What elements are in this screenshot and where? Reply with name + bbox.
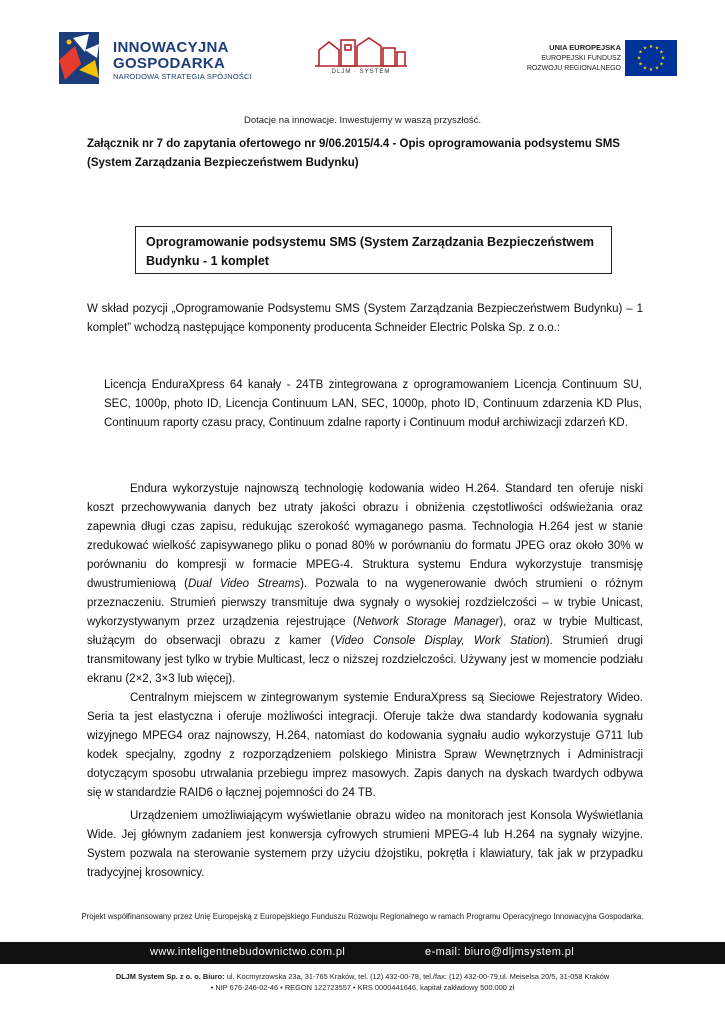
annex-title: Załącznik nr 7 do zapytania ofertowego nr 9/06.2015/4.4 - Opis oprogramowania podsystemu SMS (System Zarządzania Bezpieczeństwem Budynku) <box>87 138 620 169</box>
endura-text-2: ). Pozwala to na wygenerowanie dwóch strumieni o różnym przeznaczeniu. Strumień pierwszy transmituje dwa sygnały o wysokiej rozdzielczości – w trybie Unicast, wykorzystywanym przez urządzenia rejestrujące ( <box>87 578 643 628</box>
console-paragraph: Urządzeniem umożliwiającym wyświetlanie obrazu wideo na monitorach jest Konsola Wyświetlania Wide. Jej głównym zadaniem jest konwersja cyfrowych strumieni MPEG-4 lub H.264 na sygnały wizyjne. System pozwala na sterowanie systemem przy użyciu dżojstiku, pokrętła i klawiatury, tak jak w przypadku tradycyjnej krosownicy. <box>87 810 643 879</box>
footer-contact-bar <box>0 942 725 964</box>
innowacyjna-gospodarka-logo <box>55 30 255 92</box>
ig-logo-text <box>113 40 229 72</box>
registry-text: • NIP 676-246-02-46 • REGON 122723557 • KRS 0000441646, kapitał zakładowy 500.000 zł <box>210 983 515 992</box>
endura-text-4: ). Strumień drugi transmitowany jest tylko w trybie Multicast, lecz o niższej rozdzielczości. Używany jest w momencie podziału ekranu (2×2, 3×3 lub więcej). <box>87 635 643 685</box>
boxed-title-text: Oprogramowanie podsystemu SMS (System Zarządzania Bezpieczeństwem Budynku - 1 komplet <box>146 235 595 268</box>
endura-text-1: Endura wykorzystuje najnowszą technologię kodowania wideo H.264. Standard ten oferuje niski koszt przechowywania danych bez utraty jakości obrazu i obniżenia częstotliwości odświeżania oraz zapewnia długi czas zapisu, redukując szerokość wymaganego pasma. Technologia H.264 jest w stanie zredukować wielkość zapisywanego pliku o ponad 80% w porównaniu do formatu JPEG oraz około 30% w porównaniu do kompresji w formacie MPEG-4. Struktura systemu Endura wykorzystuje transmisję dwustrumieniową ( <box>87 483 643 590</box>
website-link[interactable]: www.inteligentnebudownictwo.com.pl <box>150 946 346 958</box>
funding-tagline: Dotacje na innowacje. Inwestujemy w waszą przyszłość. <box>243 115 482 126</box>
svg-text:★: ★ <box>638 49 643 56</box>
endura-text-3: ), oraz w trybie Multicast, służącym do obserwacji obrazu z kamer ( <box>87 616 644 647</box>
central-paragraph: Centralnym miejscem w zintegrowanym systemie EnduraXpress są Sieciowe Rejestratory Wideo. Seria ta jest elastyczna i oferuje możliwości integracji. Oferuje także dwa standardy kodowania sygnału wizyjnego MPEG4 oraz najnowszy, H.264, natomiast do kodowania sygnału audio wykorzystuje G711 lub kodek specjalny, zgodny z rozporządzeniem polskiego Ministra Spraw Wewnętrznych i Administracji dotyczącym sposobu utrwalania przebiegu imprez masowych. Zapis danych na dyskach twardych odbywa się w standardzie RAID6 o łącznej pojemności do 24 TB. <box>87 692 643 799</box>
ig-logo-line2: GOSPODARKA <box>113 55 226 72</box>
endura-paragraph <box>87 480 643 689</box>
ig-logo-subtitle: NARODOWA STRATEGIA SPÓJNOŚCI <box>113 72 252 81</box>
innovation-flag-icon <box>55 30 103 86</box>
company-name: DLJM System Sp. z o. o. Biuro: <box>115 972 225 981</box>
eu-logo-line1: UNIA EUROPEJSKA <box>549 43 621 52</box>
svg-text:★: ★ <box>659 49 664 56</box>
eu-fund-logo <box>515 40 677 80</box>
eu-logo-line2: EUROPEJSKI FUNDUSZ <box>541 55 621 62</box>
ig-logo-line1: INNOWACYJNA <box>113 39 229 56</box>
endura-emphasis-3: Video Console Display, Work Station <box>334 635 546 647</box>
svg-text:★: ★ <box>638 61 643 68</box>
composition-paragraph: W skład pozycji „Oprogramowanie Podsystemu SMS (System Zarządzania Bezpieczeństwem Budynku) – 1 komplet” wchodzą następujące komponenty producenta Schneider Electric Polska Sp. z o.o.: <box>87 303 643 334</box>
dljm-system-logo <box>313 36 409 80</box>
eu-logo-text <box>527 43 621 74</box>
dljm-logo-caption: DLJM · SYSTEM <box>331 69 391 75</box>
svg-text:★: ★ <box>648 44 654 50</box>
svg-text:★: ★ <box>648 67 654 73</box>
endura-emphasis-1: Dual Video Streams <box>187 578 301 590</box>
email-link[interactable]: e-mail: biuro@dljmsystem.pl <box>425 946 575 958</box>
dljm-buildings-icon <box>313 36 409 68</box>
license-paragraph: Licencja EnduraXpress 64 kanały - 24TB zintegrowana z oprogramowaniem Licencja Continuum SU, SEC, 1000p, photo ID, Licencja Continuum LAN, SEC, 1000p, photo ID, Continuum zdarzenia KD Plus, Continuum raporty czasu pracy, Continuum zdalne raporty i Continuum moduł archiwizacji zdarzeń KD. <box>104 379 642 429</box>
company-address <box>0 971 725 993</box>
boxed-section-title <box>135 226 612 274</box>
svg-text:★: ★ <box>659 61 664 68</box>
eu-logo-line3: ROZWOJU REGIONALNEGO <box>526 65 621 72</box>
endura-emphasis-2: Network Storage Manager <box>356 616 500 628</box>
svg-text:★: ★ <box>636 55 642 62</box>
svg-text:★: ★ <box>660 55 666 62</box>
svg-text:★: ★ <box>654 45 660 52</box>
address-text: ul. Kocmyrzowska 23a, 31-765 Kraków, tel. (12) 432-00-78, tel./fax: (12) 432-00-79,ul. Meiselsa 20/5, 31-058 Kraków <box>224 972 610 981</box>
svg-text:★: ★ <box>654 65 660 72</box>
svg-text:★: ★ <box>642 65 648 72</box>
cofinance-note: Projekt współfinansowany przez Unię Europejską z Europejskiego Funduszu Rozwoju Regionalnego w ramach Programu Operacyjnego Innowacyjna Gospodarka. <box>81 912 644 921</box>
eu-flag-icon <box>625 40 677 76</box>
svg-text:★: ★ <box>642 45 648 52</box>
